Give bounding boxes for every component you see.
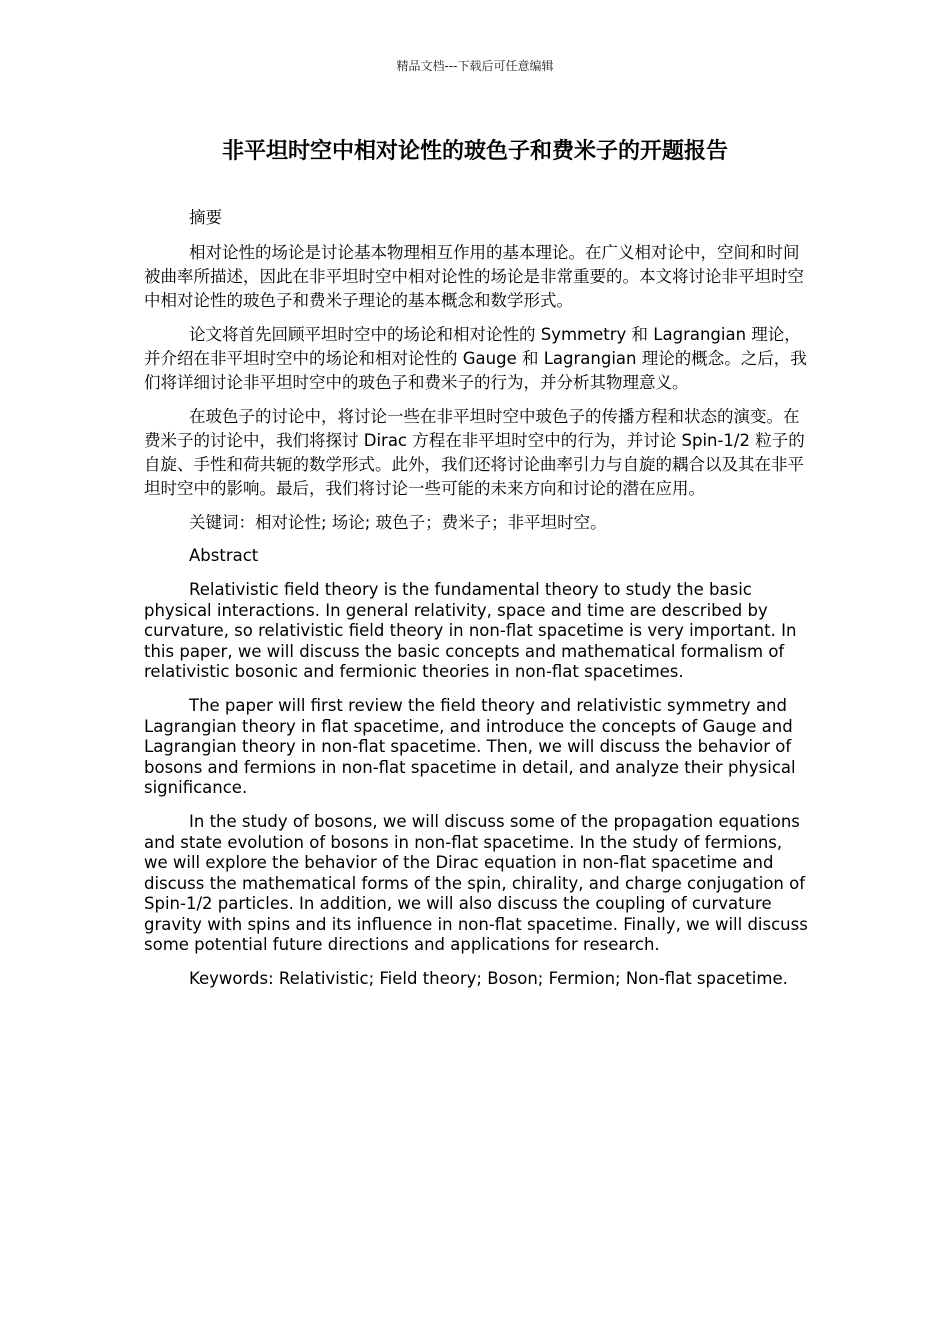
keywords-zh: 关键词：相对论性; 场论; 玻色子；费米子；非平坦时空。 [189,513,607,532]
document-body [144,206,809,1004]
abstract-en-heading: Abstract [189,546,259,565]
abstract-en-paragraph-3: In the study of bosons, we will discuss some of the propagation equations and state evolution of bosons in non-flat spacetime. In the study of fermions, we will explore the behavior of the Dirac equation in non-flat spacetime and discuss the mathematical forms of the spin, chirality, and charge conjugation of Spin-1/2 particles. In addition, we will also discuss the coupling of curvature gravity with spins and its influence in non-flat spacetime. Finally, we will discuss some potential future directions and applications for research. [144,812,808,954]
abstract-zh-paragraph-2: 论文将首先回顾平坦时空中的场论和相对论性的 Symmetry 和 Lagrangian 理论，并介绍在非平坦时空中的场论和相对论性的 Gauge 和 Lagrangian 理论的概念。之后，我们将详细讨论非平坦时空中的玻色子和费米子的行为，并分析其物理意义。 [144,325,807,392]
abstract-zh-paragraph-1: 相对论性的场论是讨论基本物理相互作用的基本理论。在广义相对论中，空间和时间被曲率所描述，因此在非平坦时空中相对论性的场论是非常重要的。本文将讨论非平坦时空中相对论性的玻色子和费米子理论的基本概念和数学形式。 [144,243,804,310]
abstract-en-paragraph-1: Relativistic field theory is the fundamental theory to study the basic physical interactions. In general relativity, space and time are described by curvature, so relativistic field theory in non-flat spacetime is very important. In this paper, we will discuss the basic concepts and mathematical formalism of relativistic bosonic and fermionic theories in non-flat spacetimes. [144,580,797,682]
abstract-zh-heading: 摘要 [189,208,222,227]
header-note: 精品文档---下载后可任意编辑 [396,59,554,73]
document-title: 非平坦时空中相对论性的玻色子和费米子的开题报告 [221,139,728,164]
keywords-en: Keywords: Relativistic; Field theory; Boson; Fermion; Non-flat spacetime. [189,969,788,989]
abstract-zh-paragraph-3: 在玻色子的讨论中，将讨论一些在非平坦时空中玻色子的传播方程和状态的演变。在费米子的讨论中，我们将探讨 Dirac 方程在非平坦时空中的行为，并讨论 Spin-1/2 粒子的自旋、手性和荷共轭的数学形式。此外，我们还将讨论曲率引力与自旋的耦合以及其在非平坦时空中的影响。最后，我们将讨论一些可能的未来方向和讨论的潜在应用。 [144,407,805,498]
abstract-en-paragraph-2: The paper will first review the field theory and relativistic symmetry and Lagrangian theory in flat spacetime, and introduce the concepts of Gauge and Lagrangian theory in non-flat spacetime. Then, we will discuss the behavior of bosons and fermions in non-flat spacetime in detail, and analyze their physical significance. [144,696,796,798]
